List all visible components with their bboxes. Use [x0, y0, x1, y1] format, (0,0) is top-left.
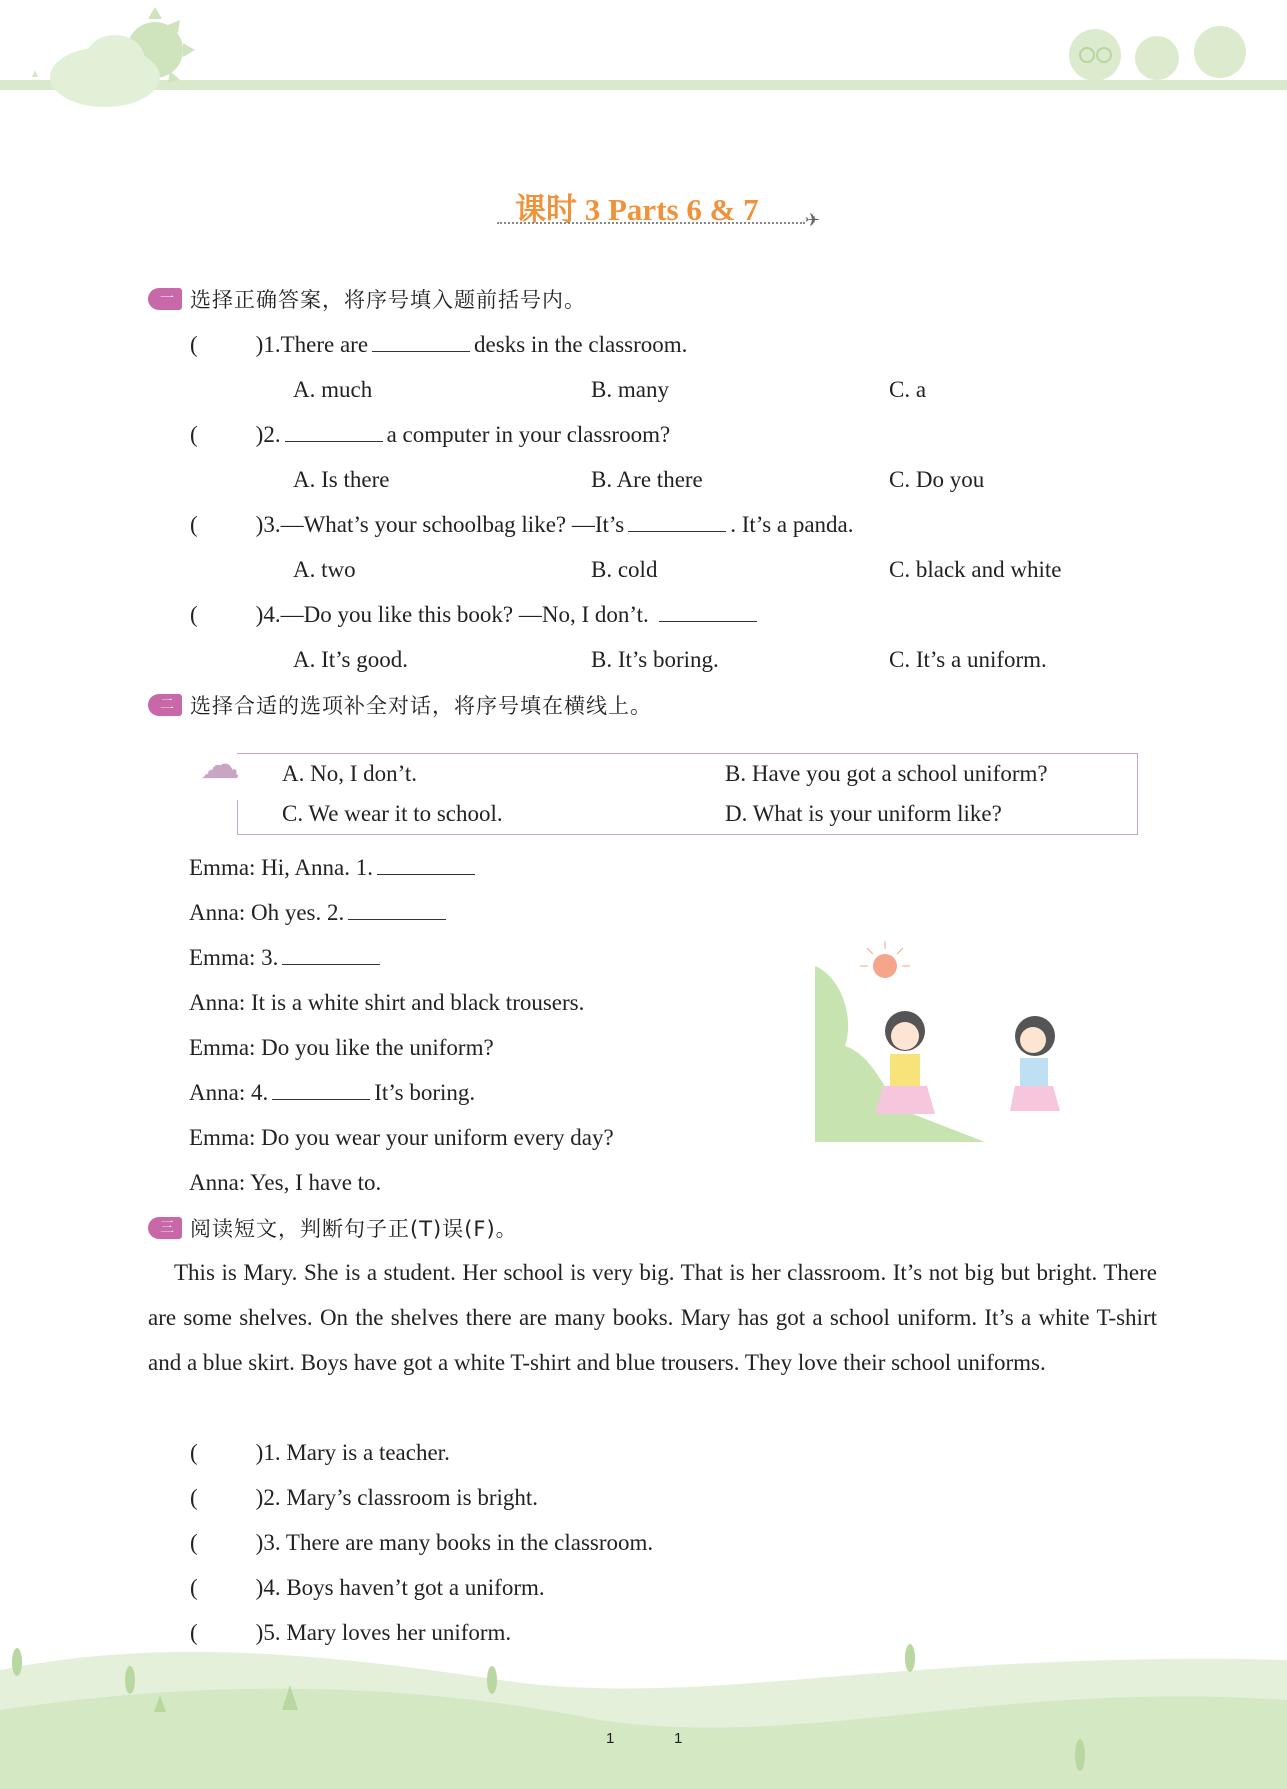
choice-c: C. We wear it to school.: [282, 801, 503, 826]
question-row: [190, 511, 854, 539]
question-text-post: . It’s a panda.: [730, 512, 854, 537]
dialog-line: [189, 1169, 381, 1197]
option-b: B. many: [591, 377, 669, 402]
dialog-text: Emma: 3.: [189, 945, 279, 970]
question-text-pre: —What’s your schoolbag like? —It’s: [280, 512, 625, 537]
option-c: C. a: [889, 377, 927, 402]
dialog-text: Anna: 4.: [189, 1080, 269, 1105]
option-c: C. Do you: [889, 467, 985, 492]
question-text-post: desks in the classroom.: [474, 332, 688, 357]
section-badge-3: 三: [148, 1217, 182, 1239]
answer-paren[interactable]: (: [190, 1440, 198, 1465]
option-c: C. It’s a uniform.: [889, 647, 1047, 672]
dialog-text: Emma: Hi, Anna. 1.: [189, 855, 373, 880]
choices-box-left-edge: [237, 800, 238, 834]
answer-blank[interactable]: [282, 944, 380, 965]
question-text-post: a computer in your classroom?: [386, 422, 671, 447]
answer-blank[interactable]: [628, 511, 726, 532]
statement-text: )2. Mary’s classroom is bright.: [255, 1485, 539, 1510]
dialog-text: Anna: Oh yes. 2.: [189, 900, 345, 925]
answer-blank[interactable]: [285, 421, 383, 442]
question-row: [190, 331, 687, 359]
dialog-text: Anna: It is a white shirt and black trousers.: [189, 990, 585, 1015]
answer-paren[interactable]: (: [190, 1530, 198, 1555]
section-badge-1: 一: [148, 288, 182, 310]
answer-paren[interactable]: (: [190, 1575, 198, 1600]
answer-blank[interactable]: [659, 601, 757, 622]
option-a: A. Is there: [293, 467, 390, 492]
statement-row: [190, 1484, 538, 1512]
speech-bubble-icon: ☁: [200, 742, 240, 788]
question-number: )2.: [255, 422, 281, 447]
page-number-left: 1: [606, 1730, 615, 1747]
page-number-right: 1: [674, 1730, 683, 1747]
option-a: A. two: [293, 557, 356, 582]
page-title: 课时 3 Parts 6 & 7: [515, 192, 759, 227]
two-girls-illustration: [815, 936, 1080, 1142]
dialog-text: Emma: Do you like the uniform?: [189, 1035, 494, 1060]
section-2-instruction: 选择合适的选项补全对话，将序号填在横线上。: [190, 694, 652, 718]
hills-footer-decoration: [0, 1640, 1287, 1789]
dialog-line: [189, 989, 584, 1017]
option-b: B. cold: [591, 557, 658, 582]
answer-paren[interactable]: (: [190, 512, 198, 537]
option-a: A. It’s good.: [293, 647, 408, 672]
statement-text: )3. There are many books in the classroom.: [255, 1530, 654, 1555]
dialog-line: [189, 944, 384, 972]
question-number: )1.: [255, 332, 281, 357]
statement-row: [190, 1619, 511, 1647]
statement-text: )4. Boys haven’t got a uniform.: [255, 1575, 545, 1600]
statement-text: )5. Mary loves her uniform.: [255, 1620, 512, 1645]
section-badge-2: 二: [148, 694, 182, 716]
answer-blank[interactable]: [377, 854, 475, 875]
answer-blank[interactable]: [348, 899, 446, 920]
question-row: [190, 601, 761, 629]
dialog-line: [189, 1124, 614, 1152]
dialog-text: Anna: Yes, I have to.: [189, 1170, 382, 1195]
answer-blank[interactable]: [272, 1079, 370, 1100]
reading-passage: This is Mary. She is a student. Her school is very big. That is her classroom. It’s not big but bright. There are some shelves. On the shelves there are many books. Mary has got a school uniform. It’s a white T-shirt and a blue skirt. Boys have got a white T-shirt and blue trousers. They love their school uniforms.: [148, 1260, 1157, 1375]
answer-blank[interactable]: [372, 331, 470, 352]
statement-text: )1. Mary is a teacher.: [255, 1440, 450, 1465]
title-underline: [497, 222, 805, 224]
section-3-instruction: 阅读短文，判断句子正(T)误(F)。: [190, 1217, 518, 1241]
dialog-line: [189, 1079, 475, 1107]
option-b: B. Are there: [591, 467, 703, 492]
question-number: )3.: [255, 512, 281, 537]
question-text-pre: There are: [280, 332, 369, 357]
option-c: C. black and white: [889, 557, 1062, 582]
choice-d: D. What is your uniform like?: [725, 801, 1002, 826]
dialog-text: Emma: Do you wear your uniform every day?: [189, 1125, 614, 1150]
bird-icon: ✈: [805, 210, 821, 231]
animal-faces-decoration: [1060, 20, 1260, 85]
dialog-line: [189, 1034, 494, 1062]
dialog-line: [189, 899, 450, 927]
answer-paren[interactable]: (: [190, 332, 198, 357]
option-a: A. much: [293, 377, 373, 402]
option-b: B. It’s boring.: [591, 647, 719, 672]
choice-b: B. Have you got a school uniform?: [725, 761, 1048, 786]
answer-paren[interactable]: (: [190, 602, 198, 627]
question-text-pre: —Do you like this book? —No, I don’t.: [280, 602, 649, 627]
dialog-line: [189, 854, 479, 882]
answer-paren[interactable]: (: [190, 1620, 198, 1645]
statement-row: [190, 1574, 545, 1602]
answer-paren[interactable]: (: [190, 422, 198, 447]
question-row: [190, 421, 670, 449]
question-number: )4.: [255, 602, 281, 627]
statement-row: [190, 1439, 450, 1467]
answer-paren[interactable]: (: [190, 1485, 198, 1510]
choice-a: A. No, I don’t.: [282, 761, 418, 786]
sun-cloud-decoration: [20, 5, 200, 115]
dialog-text-post: It’s boring.: [374, 1080, 476, 1105]
statement-row: [190, 1529, 653, 1557]
section-1-instruction: 选择正确答案，将序号填入题前括号内。: [190, 288, 586, 312]
